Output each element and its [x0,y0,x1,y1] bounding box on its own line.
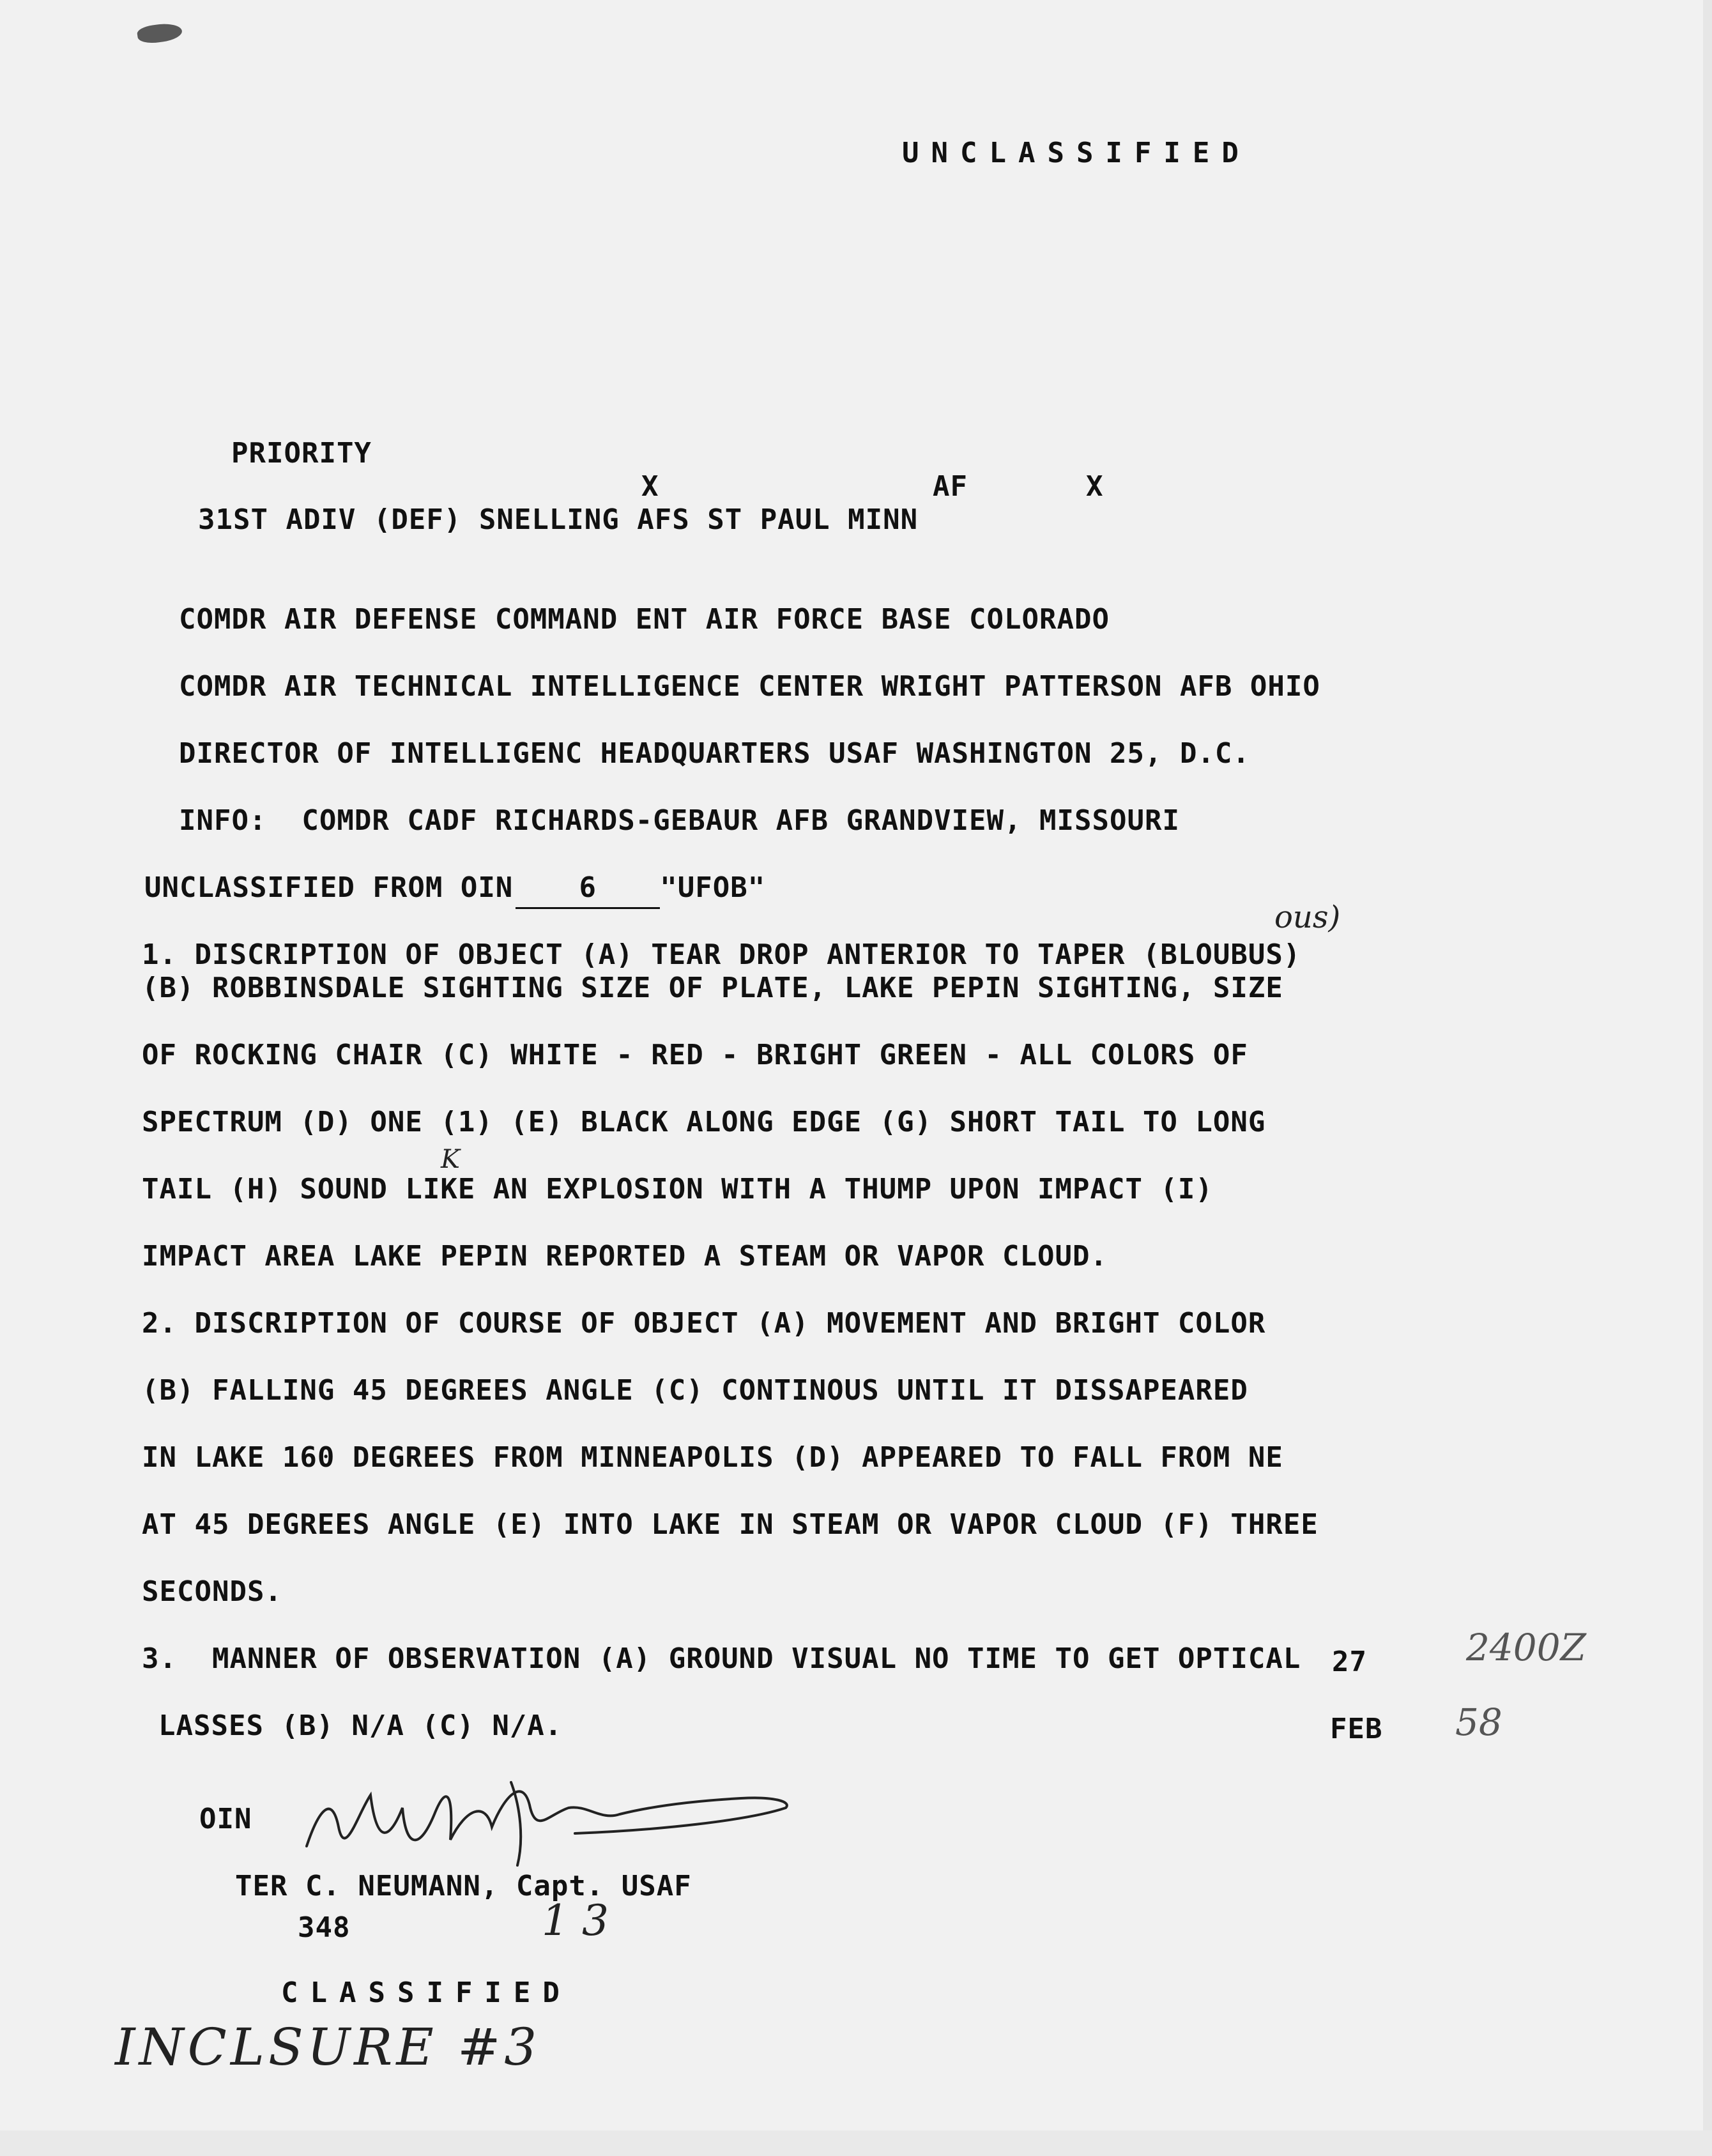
body-line-11: SECONDS. [142,1575,282,1608]
body-line-8: (B) FALLING 45 DEGREES ANGLE (C) CONTINOUS UNTIL IT DISSAPEARED [142,1374,1248,1407]
footer-number: 348 [298,1911,351,1944]
body-line-2: (B) ROBBINSDALE SIGHTING SIZE OF PLATE, LAKE PEPIN SIGHTING, SIZE [142,972,1283,1004]
body-line-13: LASSES (B) N/A (C) N/A. [158,1709,563,1742]
scan-edge-right [1703,0,1712,2156]
classification-top: UNCLASSIFIED [902,137,1251,169]
body-line-9: IN LAKE 160 DEGREES FROM MINNEAPOLIS (D) APPEARED TO FALL FROM NE [142,1441,1283,1474]
signer-name: TER C. NEUMANN, Capt. USAF [235,1870,692,1902]
routing-mark-1: X [641,470,659,503]
body-line-1: 1. DISCRIPTION OF OBJECT (A) TEAR DROP ANTERIOR TO TAPER (BLOUBUS) [142,938,1301,971]
handwritten-page-number: 1 3 [542,1896,609,1945]
origin-line: 31ST ADIV (DEF) SNELLING AFS ST PAUL MINN [198,503,919,536]
body-line-7: 2. DISCRIPTION OF COURSE OF OBJECT (A) MOVEMENT AND BRIGHT COLOR [142,1307,1266,1340]
body-line-12: 3. MANNER OF OBSERVATION (A) GROUND VISUAL NO TIME TO GET OPTICAL [142,1642,1301,1675]
reference-prefix: UNCLASSIFIED FROM OIN [144,871,514,904]
routing-mark-3: X [1086,470,1104,503]
handwritten-k: K [441,1145,460,1174]
reference-suffix: "UFOB" [660,871,766,904]
scan-edge-bottom [0,2130,1712,2156]
body-line-3: OF ROCKING CHAIR (C) WHITE - RED - BRIGHT GREEN - ALL COLORS OF [142,1039,1248,1071]
date-day: 27 [1332,1646,1367,1678]
reference-line [144,869,765,909]
reference-number: 6 [516,869,660,909]
classification-bottom: CLASSIFIED [281,1976,572,2009]
body-line-5: TAIL (H) SOUND LIKE AN EXPLOSION WITH A THUMP UPON IMPACT (I) [142,1173,1213,1205]
date-month: FEB [1330,1713,1383,1745]
routing-mark-2: AF [933,470,968,503]
footer-oin: OIN [199,1803,252,1835]
addressee-1: COMDR AIR DEFENSE COMMAND ENT AIR FORCE BASE COLORADO [179,603,1110,636]
body-line-6: IMPACT AREA LAKE PEPIN REPORTED A STEAM OR VAPOR CLOUD. [142,1240,1108,1273]
body-line-4: SPECTRUM (D) ONE (1) (E) BLACK ALONG EDGE (G) SHORT TAIL TO LONG [142,1106,1266,1138]
handwritten-correction: ous) [1274,899,1341,935]
precedence: PRIORITY [231,437,372,470]
handwritten-enclosure: INCLSURE #3 [115,2017,541,2077]
body-line-10: AT 45 DEGREES ANGLE (E) INTO LAKE IN STEAM OR VAPOR CLOUD (F) THREE [142,1508,1318,1541]
addressee-2: COMDR AIR TECHNICAL INTELLIGENCE CENTER WRIGHT PATTERSON AFB OHIO [179,670,1320,703]
ink-smudge [136,21,183,45]
handwritten-time: 2400Z [1466,1626,1586,1669]
addressee-3: DIRECTOR OF INTELLIGENC HEADQUARTERS USAF WASHINGTON 25, D.C. [179,737,1250,770]
info-addressee: INFO: COMDR CADF RICHARDS-GEBAUR AFB GRANDVIEW, MISSOURI [179,804,1180,837]
handwritten-year: 58 [1455,1701,1502,1744]
